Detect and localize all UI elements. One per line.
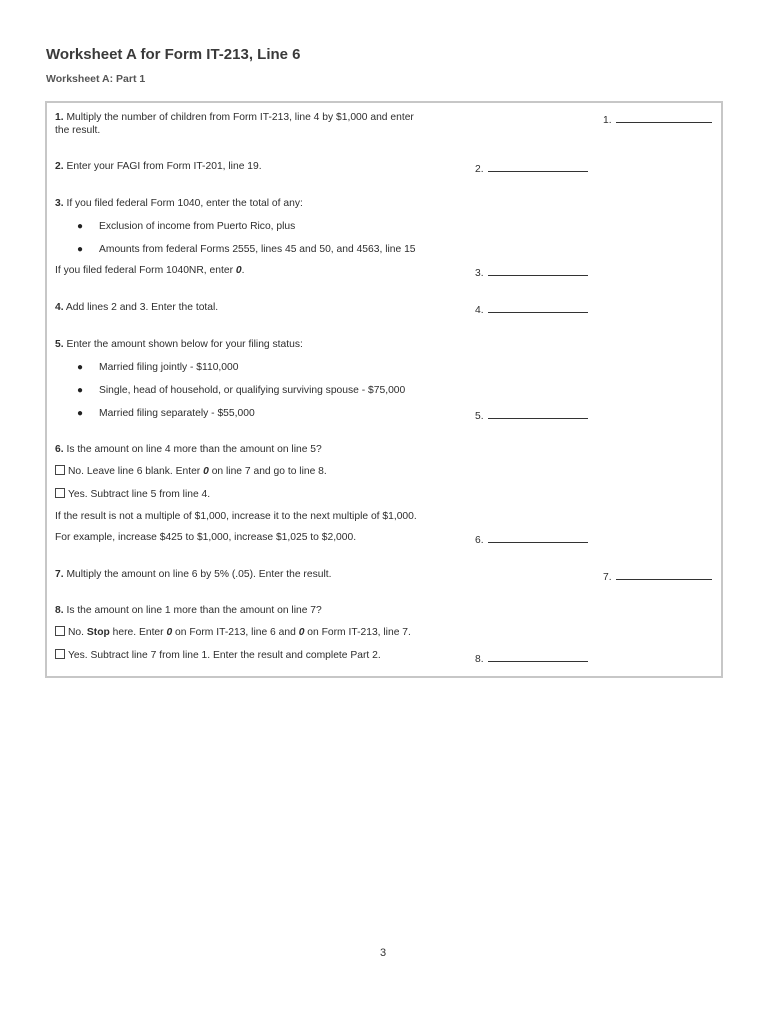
line-3-bullet-2: Amounts from federal Forms 2555, lines 45 and 50, and 4563, line 15 [99,244,416,255]
checkbox-yes[interactable] [55,649,65,659]
line-4-text: 4. Add lines 2 and 3. Enter the total. [55,302,219,313]
line-3-entry[interactable]: 3. [475,265,588,279]
line-8-option-no[interactable]: No. Stop here. Enter 0 on Form IT-213, line 6 and 0 on Form IT-213, line 7. [55,626,411,640]
line-3-text: 3. If you filed federal Form 1040, enter the total of any: [55,198,303,209]
line-2-text: 2. Enter your FAGI from Form IT-201, line 19. [55,161,262,172]
line-4-entry[interactable]: 4. [475,302,588,316]
bullet-icon: ● [77,244,84,255]
line-6-option-no[interactable]: No. Leave line 6 blank. Enter 0 on line 7 and go to line 8. [55,465,327,479]
checkbox-no[interactable] [55,465,65,475]
line-5-entry[interactable]: 5. [475,408,588,422]
line-5-bullet-2: Single, head of household, or qualifying surviving spouse - $75,000 [99,385,406,396]
line-3-bullet-1: Exclusion of income from Puerto Rico, plus [99,221,296,232]
line-1-text: 1. Multiply the number of children from Form IT-213, line 4 by $1,000 and enter [55,112,414,123]
bullet-icon: ● [77,221,84,232]
checkbox-yes[interactable] [55,488,65,498]
line-8-text: 8. Is the amount on line 1 more than the amount on line 7? [55,605,322,616]
page-number: 3 [380,947,387,959]
checkbox-no[interactable] [55,626,65,636]
line-6-entry[interactable]: 6. [475,532,588,546]
line-6-option-yes[interactable]: Yes. Subtract line 5 from line 4. [55,488,210,502]
line-1-entry[interactable]: 1. [603,112,712,126]
line-8-entry[interactable]: 8. [475,651,588,665]
line-2-entry[interactable]: 2. [475,161,588,175]
line-5-bullet-3: Married filing separately - $55,000 [99,408,255,419]
bullet-icon: ● [77,362,84,373]
line-6-note-1: If the result is not a multiple of $1,000, increase it to the next multiple of $1,000. [55,511,417,522]
worksheet-subtitle: Worksheet A: Part 1 [46,73,146,85]
line-5-bullet-1: Married filing jointly - $110,000 [99,362,239,373]
line-8-option-yes[interactable]: Yes. Subtract line 7 from line 1. Enter the result and complete Part 2. [55,649,381,663]
line-3-1040nr-text: If you filed federal Form 1040NR, enter 0. [55,265,245,276]
line-7-entry[interactable]: 7. [603,569,712,583]
line-5-text: 5. Enter the amount shown below for your filing status: [55,339,303,350]
bullet-icon: ● [77,385,84,396]
page-title: Worksheet A for Form IT-213, Line 6 [46,46,301,63]
bullet-icon: ● [77,408,84,419]
line-1-text-cont: the result. [55,125,101,136]
line-7-text: 7. Multiply the amount on line 6 by 5% (.05). Enter the result. [55,569,332,580]
line-6-note-2: For example, increase $425 to $1,000, increase $1,025 to $2,000. [55,532,357,543]
line-6-text: 6. Is the amount on line 4 more than the amount on line 5? [55,444,322,455]
